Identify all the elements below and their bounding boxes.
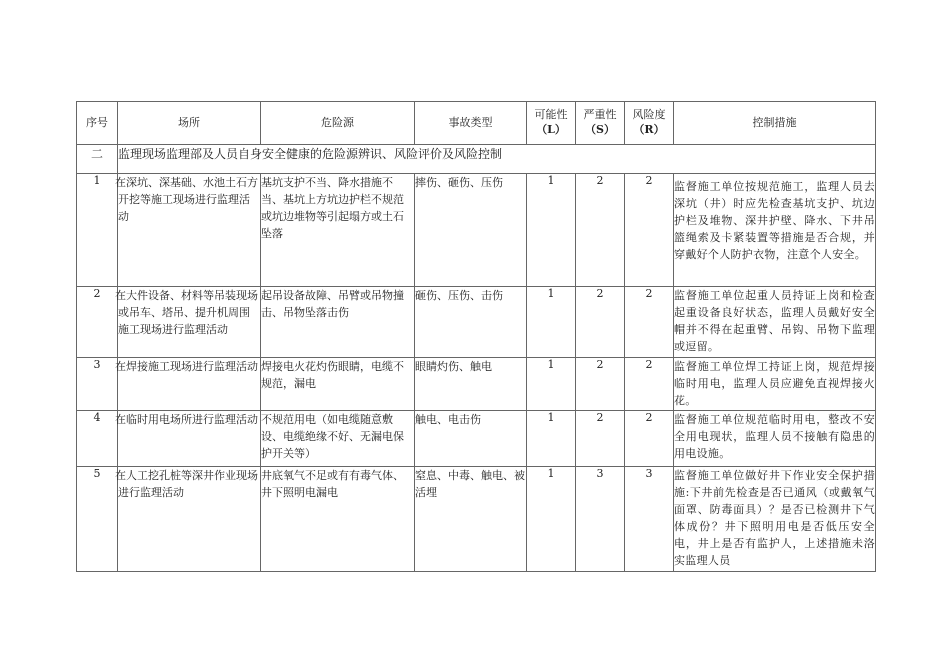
section-no: 二 (77, 145, 118, 174)
row-hazard: 井底氧气不足或有有毒气体、井下照明电漏电 (261, 467, 415, 572)
row-place: 在焊接施工现场进行监理活动 (118, 358, 261, 411)
header-accident: 事故类型 (415, 102, 527, 145)
row-likelihood: 1 (527, 174, 576, 287)
header-likelihood-code: （L） (536, 123, 566, 136)
row-control: 监督施工单位按规范施工，监理人员去深坑（井）时应先检查基坑支护、坑边护栏及堆物、深井护壁、降水、下井吊篮绳索及卡紧装置等措施是否合规，并穿戴好个人防护衣物，注意个人安全。 (674, 174, 876, 287)
row-control: 监督施工单位规范临时用电，整改不安全用电现状，监理人员不接触有隐患的用电设施。 (674, 411, 876, 467)
row-risk: 2 (625, 174, 674, 287)
header-likelihood: 可能性 （L） (527, 102, 576, 145)
row-severity: 2 (576, 358, 625, 411)
row-place: 在人工挖孔桩等深井作业现场进行监理活动 (118, 467, 261, 572)
row-no: 4 (77, 411, 118, 467)
header-risk-code: （R） (633, 123, 665, 136)
row-accident: 触电、电击伤 (415, 411, 527, 467)
row-hazard: 不规范用电（如电缆随意敷设、电缆绝缘不好、无漏电保护开关等） (261, 411, 415, 467)
row-likelihood: 1 (527, 287, 576, 358)
table-row (77, 467, 876, 572)
table-row (77, 287, 876, 358)
table-row (77, 411, 876, 467)
header-row (77, 102, 876, 145)
row-place: 在深坑、深基础、水池土石方开挖等施工现场进行监理活动 (118, 174, 261, 287)
row-accident: 眼睛灼伤、触电 (415, 358, 527, 411)
row-hazard: 起吊设备故障、吊臂或吊物撞击、吊物坠落击伤 (261, 287, 415, 358)
risk-assessment-table (76, 101, 876, 572)
row-risk: 2 (625, 358, 674, 411)
row-no: 2 (77, 287, 118, 358)
header-hazard: 危险源 (261, 102, 415, 145)
row-risk: 2 (625, 411, 674, 467)
row-accident: 摔伤、砸伤、压伤 (415, 174, 527, 287)
row-risk: 3 (625, 467, 674, 572)
row-severity: 2 (576, 287, 625, 358)
header-severity: 严重性 （S） (576, 102, 625, 145)
section-row (77, 145, 876, 174)
row-control: 监督施工单位起重人员持证上岗和检查起重设备良好状态，监理人员戴好安全帽并不得在起重臂、吊钩、吊物下监理或逗留。 (674, 287, 876, 358)
row-accident: 窒息、中毒、触电、被活埋 (415, 467, 527, 572)
header-risk: 风险度 （R） (625, 102, 674, 145)
row-control: 监督施工单位焊工持证上岗，规范焊接临时用电，监理人员应避免直视焊接火花。 (674, 358, 876, 411)
row-place: 在大件设备、材料等吊装现场或吊车、塔吊、提升机周围施工现场进行监理活动 (118, 287, 261, 358)
row-severity: 2 (576, 174, 625, 287)
row-severity: 2 (576, 411, 625, 467)
table-row (77, 358, 876, 411)
header-control: 控制措施 (674, 102, 876, 145)
header-place: 场所 (118, 102, 261, 145)
row-accident: 砸伤、压伤、击伤 (415, 287, 527, 358)
row-no: 5 (77, 467, 118, 572)
section-title: 监理现场监理部及人员自身安全健康的危险源辨识、风险评价及风险控制 (118, 145, 876, 174)
row-likelihood: 1 (527, 411, 576, 467)
row-hazard: 焊接电火花灼伤眼睛，电缆不规范，漏电 (261, 358, 415, 411)
row-risk: 2 (625, 287, 674, 358)
header-severity-code: （S） (585, 123, 615, 136)
row-place: 在临时用电场所进行监理活动 (118, 411, 261, 467)
row-control: 监督施工单位做好井下作业安全保护措施:下井前先检查是否已通风（或戴氧气面罩、防毒面具）？是否已检测井下气体成份？井下照明用电是否低压安全电，井上是否有监护人，上述措施未洛实监理人员 (674, 467, 876, 572)
row-likelihood: 1 (527, 358, 576, 411)
table-row (77, 174, 876, 287)
row-likelihood: 1 (527, 467, 576, 572)
header-no: 序号 (77, 102, 118, 145)
row-severity: 3 (576, 467, 625, 572)
row-no: 1 (77, 174, 118, 287)
row-no: 3 (77, 358, 118, 411)
row-hazard: 基坑支护不当、降水措施不当、基坑上方坑边护栏不规范或坑边堆物等引起塌方或土石坠落 (261, 174, 415, 287)
